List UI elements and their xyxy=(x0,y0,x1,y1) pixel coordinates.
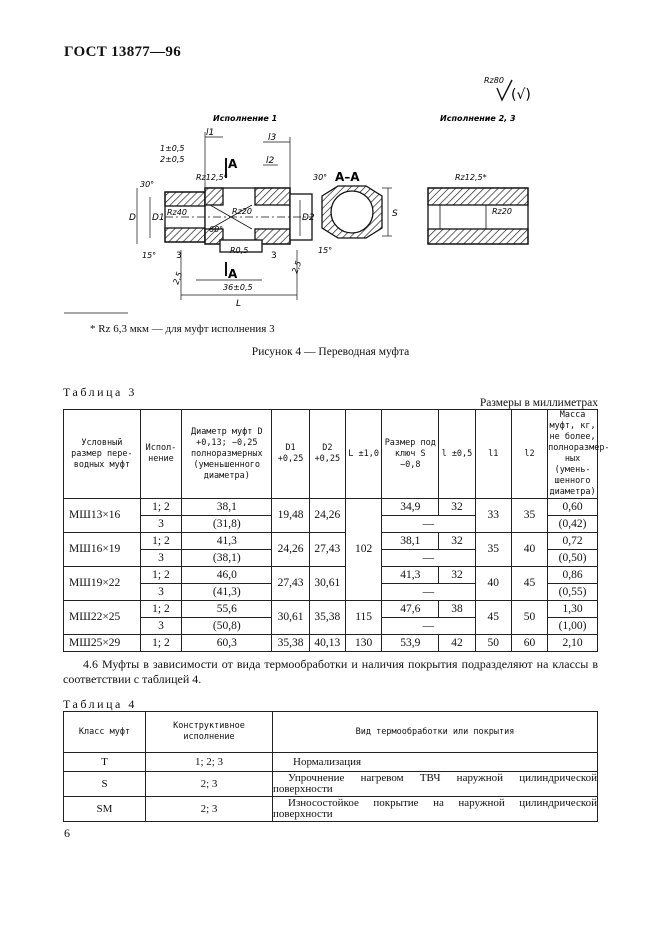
cell-l1: 45 xyxy=(475,601,511,635)
label-D2: D2 xyxy=(302,213,315,223)
cell-l: 32 xyxy=(439,533,475,550)
cell-diam: 41,3 xyxy=(182,533,272,550)
label-rz12-a: Rz12,5* xyxy=(196,173,228,182)
table-row xyxy=(64,567,598,584)
th-size: Условный размер пере-водных муфт xyxy=(64,410,141,499)
table-row xyxy=(64,797,598,822)
th-diam: Диаметр муфт D +0,13; −0,25 полноразмерных (уменьшенного диаметра) xyxy=(182,410,272,499)
label-ang15-b: 15° xyxy=(318,246,333,255)
cell-S: — xyxy=(382,516,475,533)
cell-l1: 50 xyxy=(475,635,511,652)
dim-l1: l1 xyxy=(206,128,215,138)
dim-ch1: 1±0,5 xyxy=(160,144,185,153)
cell-mass: (1,00) xyxy=(548,618,598,635)
cell-d2: 24,26 xyxy=(309,499,345,533)
cell-variant: 1; 2 xyxy=(140,635,181,652)
cell-d1: 30,61 xyxy=(272,601,309,635)
table-3 xyxy=(63,409,610,652)
cell-L: 115 xyxy=(346,601,382,635)
cell-l2: 40 xyxy=(511,533,547,567)
table3-units: Размеры в миллиметрах xyxy=(479,397,598,409)
page-number: 6 xyxy=(64,826,70,840)
cell-variant: 1; 2 xyxy=(140,567,181,584)
label-A2: A xyxy=(228,267,238,281)
cell-l1: 35 xyxy=(475,533,511,567)
table-row xyxy=(64,533,598,550)
cell-size: МШ22×25 xyxy=(64,601,141,635)
cell-l1: 40 xyxy=(475,567,511,601)
roughness-suffix: (√) xyxy=(511,87,531,103)
cell-class: S xyxy=(64,772,146,797)
label-A1: A xyxy=(228,157,238,171)
cell-variant: 1; 2 xyxy=(140,533,181,550)
cell-variant: 3 xyxy=(140,550,181,567)
cell-d2: 27,43 xyxy=(309,533,345,567)
cell-class: T xyxy=(64,753,146,772)
th-d1: D1 +0,25 xyxy=(272,410,309,499)
label-ang30-a: 30° xyxy=(140,180,155,189)
cell-size: МШ13×16 xyxy=(64,499,141,533)
variant-23-view xyxy=(428,188,528,244)
roughness-symbol: Rz80 xyxy=(484,76,504,85)
cell-l: 42 xyxy=(439,635,475,652)
cell-S: 47,6 xyxy=(382,601,439,618)
cell-d2: 30,61 xyxy=(309,567,345,601)
label-ang15-a: 15° xyxy=(142,251,157,260)
label-n25-b: 2,5 xyxy=(290,259,304,275)
section-view xyxy=(322,186,392,238)
cell-diam: 60,3 xyxy=(182,635,272,652)
cell-l2: 50 xyxy=(511,601,547,635)
cell-mass: 2,10 xyxy=(548,635,598,652)
cell-d1: 35,38 xyxy=(272,635,309,652)
cell-S: — xyxy=(382,550,475,567)
table-row xyxy=(64,601,598,618)
label-variant-1: Исполнение 1 xyxy=(213,114,278,123)
cell-S: 38,1 xyxy=(382,533,439,550)
cell-l: 38 xyxy=(439,601,475,618)
cell-mass: 0,72 xyxy=(548,533,598,550)
cell-variant: 1; 2 xyxy=(140,601,181,618)
section-label: A–A xyxy=(335,170,360,184)
cell-S: 34,9 xyxy=(382,499,439,516)
cell-d2: 40,13 xyxy=(309,635,345,652)
cell-mass: (0,55) xyxy=(548,584,598,601)
cell-treatment: Износостойкое покрытие на наружной цилиндрической поверхности xyxy=(273,797,597,820)
cell-size: МШ19×22 xyxy=(64,567,141,601)
cell-variant: 3 xyxy=(140,516,181,533)
th-class: Класс муфт xyxy=(64,712,146,753)
cell-construct: 1; 2; 3 xyxy=(146,753,273,772)
coupling-drawing xyxy=(0,0,661,330)
cell-d2: 35,38 xyxy=(309,601,345,635)
cell-d1: 24,26 xyxy=(272,533,309,567)
label-ang60: 60° xyxy=(209,225,224,234)
cell-l1: 33 xyxy=(475,499,511,533)
page-header: ГОСТ 13877—96 xyxy=(64,44,182,60)
th-l1: l1 xyxy=(475,410,511,499)
label-D: D xyxy=(129,213,136,223)
th-l2: l2 xyxy=(511,410,547,499)
cell-mass: (0,42) xyxy=(548,516,598,533)
cell-l: 32 xyxy=(439,499,475,516)
label-S: S xyxy=(392,209,398,219)
table-row xyxy=(64,499,598,516)
cell-mass: 1,30 xyxy=(548,601,598,618)
cell-mass: 0,60 xyxy=(548,499,598,516)
label-variant-23: Исполнение 2, 3 xyxy=(440,114,516,123)
label-rz20-a: Rz20 xyxy=(232,207,252,216)
th-mass: Масса муфт, кг, не более, полноразмер-ных (умень-шенного диаметра) xyxy=(548,410,610,497)
th-variant: Испол-нение xyxy=(140,410,181,499)
label-ang30-b: 30° xyxy=(313,173,328,182)
cell-treatment: Упрочнение нагревом ТВЧ наружной цилиндрической поверхности xyxy=(273,772,597,795)
cell-diam: (50,8) xyxy=(182,618,272,635)
cell-diam: 46,0 xyxy=(182,567,272,584)
paragraph-4-6: 4.6 Муфты в зависимости от вида термообработки и наличия покрытия подразделяют на классы в соответствии с таблицей 4. xyxy=(63,657,598,686)
cell-size: МШ16×19 xyxy=(64,533,141,567)
th-d2: D2 +0,25 xyxy=(309,410,345,499)
table-4 xyxy=(63,711,598,822)
label-n25-a: 2,5 xyxy=(171,270,185,286)
cell-diam: (38,1) xyxy=(182,550,272,567)
cell-construct: 2; 3 xyxy=(146,797,273,822)
table3-caption: Таблица 3 xyxy=(63,385,137,399)
cell-l2: 35 xyxy=(511,499,547,533)
cell-d1: 19,48 xyxy=(272,499,309,533)
cell-l2: 60 xyxy=(511,635,547,652)
cell-diam: (31,8) xyxy=(182,516,272,533)
th-S: Размер под ключ S −0,8 xyxy=(382,410,439,499)
cell-mass: 0,86 xyxy=(548,567,598,584)
label-L: L xyxy=(236,299,242,309)
table-row xyxy=(64,753,598,772)
cell-diam: 55,6 xyxy=(182,601,272,618)
figure-caption: Рисунок 4 — Переводная муфта xyxy=(251,346,410,358)
cell-variant: 3 xyxy=(140,584,181,601)
label-n36: 36±0,5 xyxy=(223,283,253,292)
table-row xyxy=(64,635,598,652)
cell-d1: 27,43 xyxy=(272,567,309,601)
label-rz12-b: Rz12,5* xyxy=(455,173,487,182)
cell-mass: (0,50) xyxy=(548,550,598,567)
th-construct: Конструктивное исполнение xyxy=(146,712,273,753)
label-D1: D1 xyxy=(152,213,165,223)
cell-L: 130 xyxy=(346,635,382,652)
cell-l2: 45 xyxy=(511,567,547,601)
cell-S: 53,9 xyxy=(382,635,439,652)
cell-size: МШ25×29 xyxy=(64,635,141,652)
cell-class: SM xyxy=(64,797,146,822)
th-l: l ±0,5 xyxy=(439,410,475,499)
cell-diam: 38,1 xyxy=(182,499,272,516)
cell-treatment: Нормализация xyxy=(273,753,598,772)
label-n3-b: 3 xyxy=(271,251,277,261)
label-r05: R0,5 xyxy=(230,246,249,255)
label-rz20-b: Rz20 xyxy=(492,207,512,216)
dim-l2: l2 xyxy=(266,156,275,166)
footnote: * Rz 6,3 мкм — для муфт исполнения 3 xyxy=(90,323,275,335)
cell-construct: 2; 3 xyxy=(146,772,273,797)
th-treatment: Вид термообработки или покрытия xyxy=(273,712,598,753)
cell-diam: (41,3) xyxy=(182,584,272,601)
label-rz40: Rz40 xyxy=(167,208,187,217)
cell-l: 32 xyxy=(439,567,475,584)
cell-S: 41,3 xyxy=(382,567,439,584)
dim-l3: l3 xyxy=(268,133,277,143)
cell-S: — xyxy=(382,618,475,635)
th-L: L ±1,0 xyxy=(346,410,382,499)
table4-caption: Таблица 4 xyxy=(63,697,137,711)
cell-variant: 1; 2 xyxy=(140,499,181,516)
dim-ch2: 2±0,5 xyxy=(160,155,185,164)
cell-variant: 3 xyxy=(140,618,181,635)
label-n3-a: 3 xyxy=(176,251,182,261)
cell-L-shared: 102 xyxy=(346,499,382,601)
table-row xyxy=(64,772,598,797)
cell-S: — xyxy=(382,584,475,601)
